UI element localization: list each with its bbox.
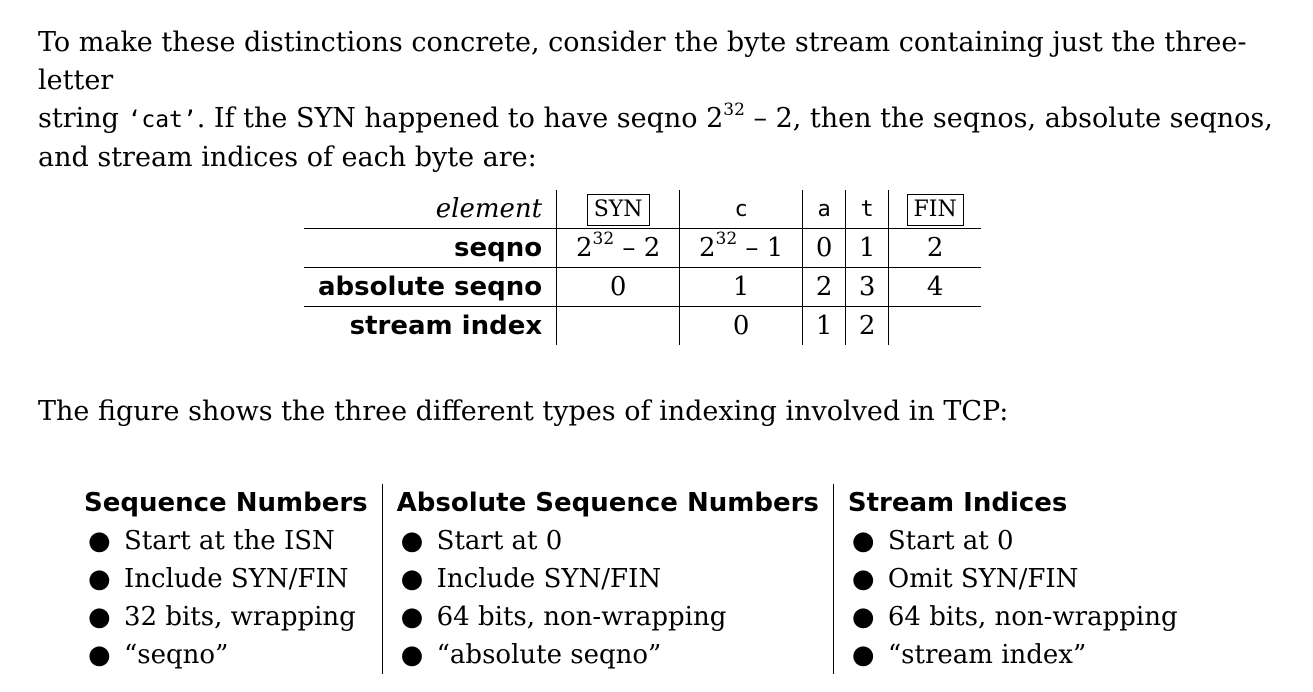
list-item [848,636,1178,674]
list-item [397,636,819,674]
list-item [84,598,368,636]
column-title: Absolute Sequence Numbers [396,488,819,518]
abs-a-cell: 2 [803,268,846,307]
seqno-t-cell: 1 [846,229,889,268]
idx-c-cell: 0 [680,307,803,346]
list-item [84,560,368,598]
header-t-cell: t [846,190,889,229]
header-fin-cell [889,190,982,229]
abs-t-cell: 3 [846,268,889,307]
list-item-text: “absolute seqno” [436,640,662,670]
intro-line-2-post: – 2, then the seqnos, absolute seqnos, [744,103,1273,134]
figure-description: The figure shows the three different types of indexing involved in TCP: [38,396,1009,427]
abs-syn-cell: 0 [557,268,680,307]
column-list [84,522,368,674]
seqno-syn-cell [557,229,680,268]
abs-c-cell: 1 [680,268,803,307]
idx-fin-cell [889,307,982,346]
list-item-text: Start at 0 [436,526,563,556]
list-item-text: “seqno” [124,640,229,670]
row-label-seqno: seqno [304,229,557,268]
syn-box: SYN [587,194,650,226]
intro-line-2-mid: . If the SYN happened to have seqno 2 [196,103,724,134]
column-absolute-sequence-numbers [382,484,833,674]
table-header-row [304,190,981,229]
header-element-label: element [435,194,543,224]
list-item [397,560,819,598]
column-title: Stream Indices [847,488,1068,518]
list-item [397,522,819,560]
index-table [304,190,981,345]
row-label-stream-index: stream index [304,307,557,346]
list-item-text: 32 bits, wrapping [124,602,356,632]
bullet-icon: ● [400,564,424,594]
table-row-stream-index [304,307,981,346]
seqno-c-base: 2 [698,233,716,263]
idx-t-cell: 2 [846,307,889,346]
idx-syn-cell [557,307,680,346]
list-item-text: “stream index” [887,640,1087,670]
list-item-text: Start at the ISN [124,526,335,556]
idx-a-cell: 1 [803,307,846,346]
column-sequence-numbers [84,484,382,674]
bullet-icon: ● [88,564,111,594]
intro-code-cat: ‘cat’ [127,107,197,133]
table-row-seqno [304,229,981,268]
list-item [848,522,1178,560]
seqno-a-cell: 0 [803,229,846,268]
bullet-icon: ● [88,526,111,556]
bullet-icon: ● [851,602,875,632]
list-item-text: 64 bits, non-wrapping [436,602,727,632]
list-item [84,636,368,674]
list-item-text: Include SYN/FIN [436,564,662,594]
list-item [848,560,1178,598]
header-c-cell: c [680,190,803,229]
bullet-icon: ● [400,640,424,670]
list-item [84,522,368,560]
list-item [397,598,819,636]
column-list [848,522,1178,674]
seqno-c-rest: – 1 [737,233,784,263]
bullet-icon: ● [851,526,875,556]
seqno-syn-base: 2 [575,233,593,263]
intro-line-2-pre: string [38,103,128,134]
list-item-text: Start at 0 [887,526,1014,556]
bullet-icon: ● [88,640,111,670]
list-item [848,598,1178,636]
list-item-text: Include SYN/FIN [124,564,349,594]
intro-paragraph [38,24,1278,177]
bullet-icon: ● [88,602,111,632]
seqno-syn-rest: – 2 [614,233,661,263]
table-row-absolute-seqno [304,268,981,307]
seqno-fin-cell: 2 [889,229,982,268]
seqno-c-exp: 32 [715,229,738,250]
list-item-text: Omit SYN/FIN [887,564,1079,594]
intro-line-1: To make these distinctions concrete, consider the byte stream containing just the three-letter [38,27,1247,96]
list-item-text: 64 bits, non-wrapping [887,602,1178,632]
column-list [397,522,819,674]
seqno-c-cell [680,229,803,268]
bullet-icon: ● [851,564,875,594]
abs-fin-cell: 4 [889,268,982,307]
row-label-absolute-seqno: absolute seqno [304,268,557,307]
bullet-icon: ● [400,602,424,632]
indexing-types-columns [84,484,1192,674]
column-title: Sequence Numbers [84,488,368,518]
bullet-icon: ● [400,526,424,556]
column-stream-indices [833,484,1192,674]
header-syn-cell [557,190,680,229]
header-a-cell: a [803,190,846,229]
seqno-syn-exp: 32 [592,229,615,250]
intro-line-3: and stream indices of each byte are: [38,142,537,173]
fin-box: FIN [907,194,964,226]
intro-exponent: 32 [723,100,745,120]
bullet-icon: ● [851,640,875,670]
